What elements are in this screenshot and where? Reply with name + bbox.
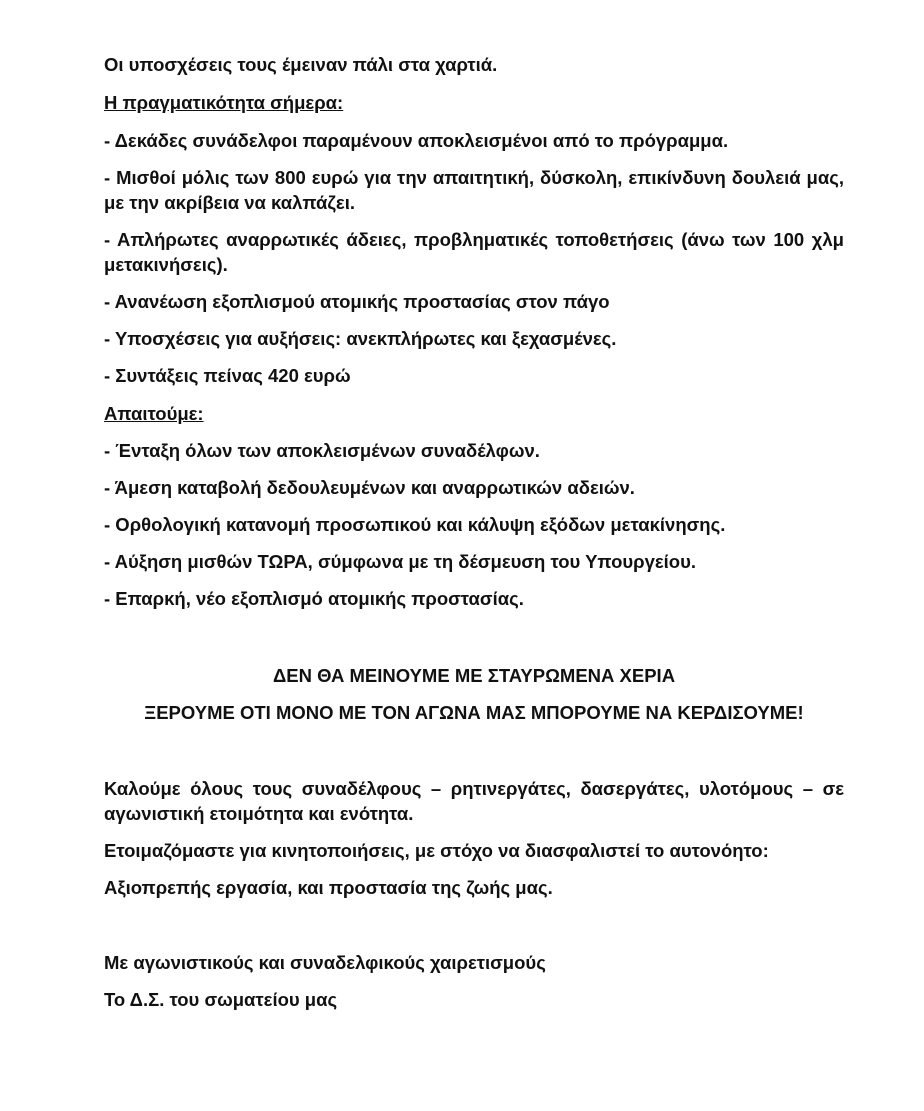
reality-item: - Ανανέωση εξοπλισμού ατομικής προστασίας στον πάγο xyxy=(104,291,610,312)
demand-item: - Ένταξη όλων των αποκλεισμένων συναδέλφων. xyxy=(104,440,540,461)
demand-item: - Άμεση καταβολή δεδουλευμένων και αναρρωτικών αδειών. xyxy=(104,477,635,498)
reality-item: - Μισθοί μόλις των 800 ευρώ για την απαιτητική, δύσκολη, επικίνδυνη δουλειά μας, με την ακρίβεια να καλπάζει. xyxy=(104,167,844,213)
demand-item: - Αύξηση μισθών ΤΩΡΑ, σύμφωνα με τη δέσμευση του Υπουργείου. xyxy=(104,551,697,572)
slogan: ΔΕΝ ΘΑ ΜΕΙΝΟΥΜΕ ΜΕ ΣΤΑΥΡΩΜΕΝΑ ΧΕΡΙΑ xyxy=(272,665,676,686)
closing-greeting: Με αγωνιστικούς και συναδελφικούς χαιρετισμούς xyxy=(104,952,546,973)
call-paragraph: Ετοιμαζόμαστε για κινητοποιήσεις, με στόχο να διασφαλιστεί το αυτονόητο: xyxy=(104,840,769,861)
reality-heading: Η πραγματικότητα σήμερα: xyxy=(104,92,344,113)
call-paragraph: Αξιοπρεπής εργασία, και προστασία της ζωής μας. xyxy=(104,877,553,898)
slogan: ΞΕΡΟΥΜΕ ΟΤΙ ΜΟΝΟ ΜΕ ΤΟΝ ΑΓΩΝΑ ΜΑΣ ΜΠΟΡΟΥΜΕ ΝΑ ΚΕΡΔΙΣΟΥΜΕ! xyxy=(144,702,804,723)
intro-text: Οι υποσχέσεις τους έμειναν πάλι στα χαρτιά. xyxy=(104,54,498,75)
reality-item: - Απλήρωτες αναρρωτικές άδειες, προβληματικές τοποθετήσεις (άνω των 100 χλμ μετακινήσεις). xyxy=(104,229,844,275)
document-page xyxy=(104,52,844,1012)
demand-item: - Επαρκή, νέο εξοπλισμό ατομικής προστασίας. xyxy=(104,588,524,609)
signature: Το Δ.Σ. του σωματείου μας xyxy=(104,989,338,1010)
demand-item: - Ορθολογική κατανομή προσωπικού και κάλυψη εξόδων μετακίνησης. xyxy=(104,514,726,535)
call-paragraph: Καλούμε όλους τους συναδέλφους – ρητινεργάτες, δασεργάτες, υλοτόμους – σε αγωνιστική ετοιμότητα και ενότητα. xyxy=(104,778,844,824)
reality-item: - Υποσχέσεις για αυξήσεις: ανεκπλήρωτες και ξεχασμένες. xyxy=(104,328,617,349)
reality-item: - Συντάξεις πείνας 420 ευρώ xyxy=(104,365,351,386)
demands-heading: Απαιτούμε: xyxy=(104,403,204,424)
reality-item: - Δεκάδες συνάδελφοι παραμένουν αποκλεισμένοι από το πρόγραμμα. xyxy=(104,130,729,151)
